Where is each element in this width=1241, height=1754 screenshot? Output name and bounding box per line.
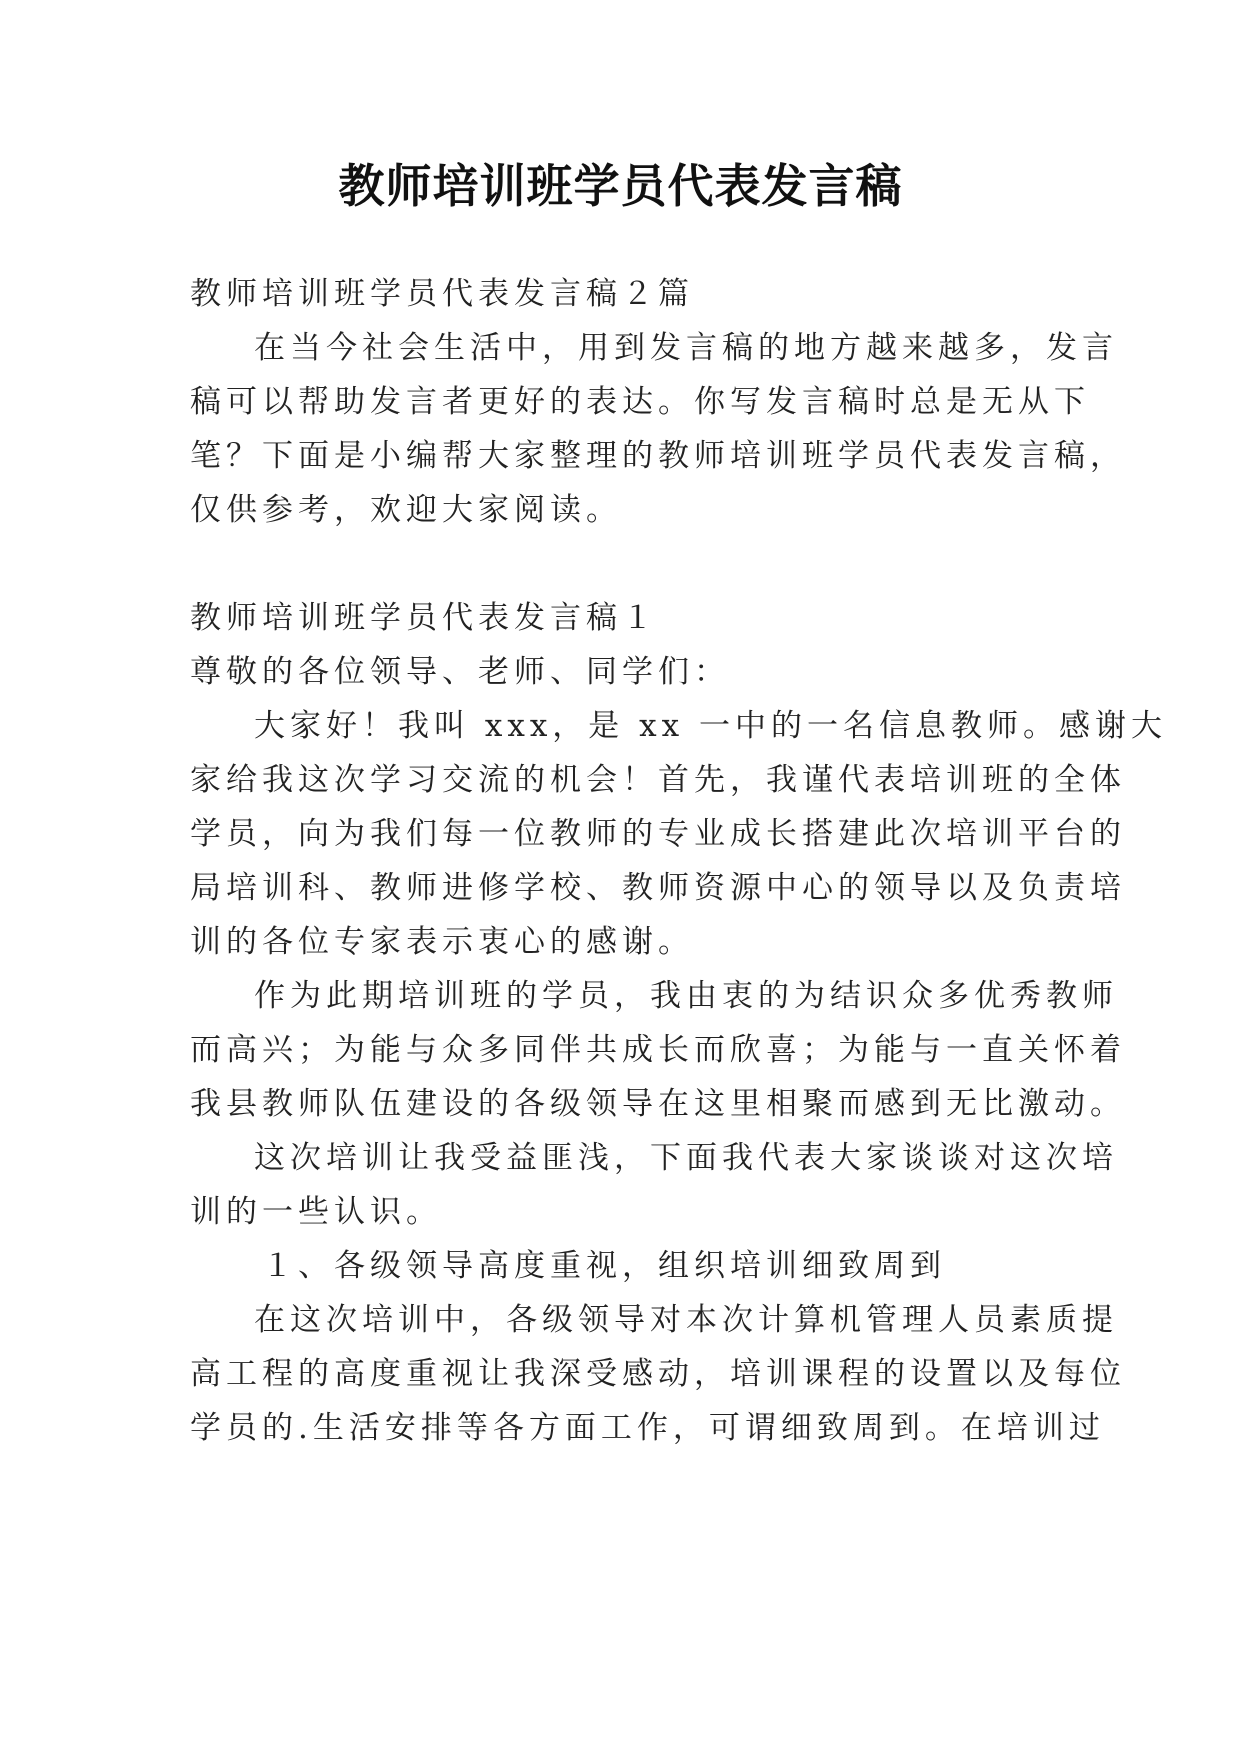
paragraph4-line-3: 学员的.生活安排等各方面工作，可谓细致周到。在培训过 — [190, 1410, 1105, 1446]
paragraph2-line-1: 作为此期培训班的学员，我由衷的为结识众多优秀教师 — [254, 978, 1118, 1014]
intro-line-4: 仅供参考，欢迎大家阅读。 — [190, 492, 622, 528]
paragraph1-line-1: 大家好！我叫 xxx，是 xx 一中的一名信息教师。感谢大 — [254, 708, 1167, 744]
salutation: 尊敬的各位领导、老师、同学们： — [190, 654, 730, 690]
intro-line-2: 稿可以帮助发言者更好的表达。你写发言稿时总是无从下 — [190, 384, 1090, 420]
paragraph1-line-4: 局培训科、教师进修学校、教师资源中心的领导以及负责培 — [190, 870, 1126, 906]
paragraph4-line-2: 高工程的高度重视让我深受感动，培训课程的设置以及每位 — [190, 1356, 1126, 1392]
paragraph1-line-2: 家给我这次学习交流的机会！首先，我谨代表培训班的全体 — [190, 762, 1126, 798]
intro-line-1: 在当今社会生活中，用到发言稿的地方越来越多，发言 — [254, 330, 1118, 366]
document-subtitle: 教师培训班学员代表发言稿２篇 — [190, 276, 694, 312]
paragraph3-line-1: 这次培训让我受益匪浅，下面我代表大家谈谈对这次培 — [254, 1140, 1118, 1176]
paragraph2-line-3: 我县教师队伍建设的各级领导在这里相聚而感到无比激动。 — [190, 1086, 1126, 1122]
paragraph1-line-5: 训的各位专家表示衷心的感谢。 — [190, 924, 694, 960]
document-title: 教师培训班学员代表发言稿 — [338, 159, 903, 213]
section-heading: 教师培训班学员代表发言稿１ — [190, 600, 658, 636]
paragraph4-line-1: 在这次培训中，各级领导对本次计算机管理人员素质提 — [254, 1302, 1118, 1338]
paragraph3-line-2: 训的一些认识。 — [190, 1194, 442, 1230]
intro-line-3: 笔？下面是小编帮大家整理的教师培训班学员代表发言稿， — [190, 438, 1126, 474]
paragraph1-line-3: 学员，向为我们每一位教师的专业成长搭建此次培训平台的 — [190, 816, 1126, 852]
point1-heading: １、各级领导高度重视，组织培训细致周到 — [262, 1248, 946, 1284]
paragraph2-line-2: 而高兴；为能与众多同伴共成长而欣喜；为能与一直关怀着 — [190, 1032, 1126, 1068]
